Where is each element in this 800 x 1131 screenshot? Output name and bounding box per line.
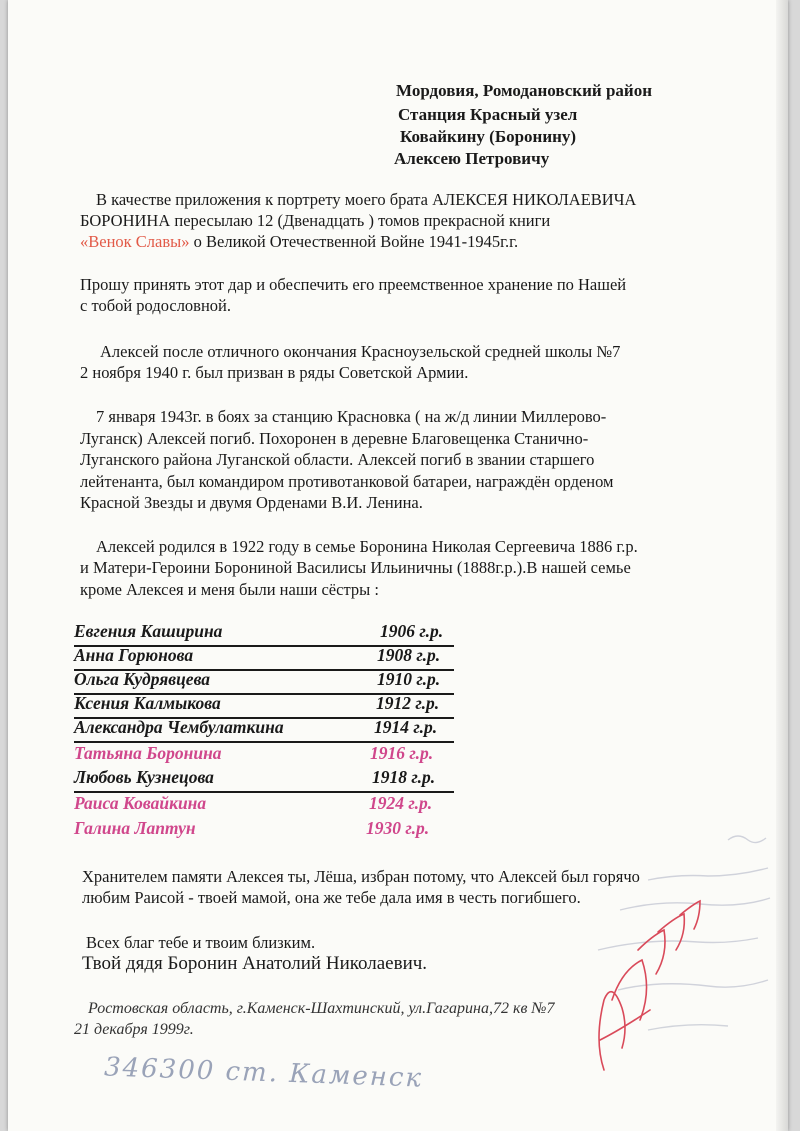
sister-name: Татьяна Боронина xyxy=(74,743,222,763)
paragraph-2-line-2: с тобой родословной. xyxy=(80,296,232,315)
paragraph-2-line-1: Прошу принять этот дар и обеспечить его преемственное хранение по Нашей xyxy=(80,275,627,294)
letter-page xyxy=(8,0,788,1131)
paragraph-5-line-1: Алексей родился в 1922 году в семье Боронина Николая Сергеевича 1886 г.р. xyxy=(96,537,638,556)
sister-name: Галина Лаптун xyxy=(74,818,196,838)
sister-name: Евгения Каширина xyxy=(74,621,223,641)
paragraph-3-line-2: 2 ноября 1940 г. был призван в ряды Советской Армии. xyxy=(80,363,469,382)
recipient-line-4: Алексею Петровичу xyxy=(394,149,550,168)
sister-birth-year: 1910 г.р. xyxy=(377,669,441,689)
paragraph-4-line-3: Луганского района Луганской области. Алексей погиб в звании старшего xyxy=(80,450,595,469)
book-title: «Венок Славы» xyxy=(80,232,190,251)
sister-name: Александра Чембулаткина xyxy=(74,717,284,737)
pencil-note: 346300 ст. Каменск xyxy=(103,1052,424,1094)
signature-line: Твой дядя Боронин Анатолий Николаевич. xyxy=(82,953,428,974)
letter-date: 21 декабря 1999г. xyxy=(74,1021,194,1038)
paragraph-1-line-2: БОРОНИНА пересылаю 12 (Двенадцать ) томов прекрасной книги xyxy=(80,211,551,230)
recipient-line-2: Станция Красный узел xyxy=(398,105,578,124)
paragraph-3-line-1: Алексей после отличного окончания Красноузельской средней школы №7 xyxy=(100,342,621,361)
sister-name: Анна Горюнова xyxy=(74,645,194,665)
sister-birth-year: 1912 г.р. xyxy=(376,693,440,713)
sister-name: Любовь Кузнецова xyxy=(74,767,214,787)
paragraph-6-line-1: Хранителем памяти Алексея ты, Лёша, избран потому, что Алексей был горячо xyxy=(82,867,640,886)
paragraph-5-line-2: и Матери-Героини Борониной Василисы Ильиничны (1888г.р.).В нашей семье xyxy=(80,558,631,577)
closing-wishes: Всех благ тебе и твоим близким. xyxy=(86,933,316,952)
sister-birth-year: 1924 г.р. xyxy=(369,793,433,813)
sister-birth-year: 1916 г.р. xyxy=(370,743,434,763)
paragraph-4-line-1: 7 января 1943г. в боях за станцию Красновка ( на ж/д линии Миллерово- xyxy=(96,407,607,426)
sister-name: Раиса Ковайкина xyxy=(74,793,207,813)
paragraph-5-line-3: кроме Алексея и меня были наши сёстры : xyxy=(80,580,379,599)
recipient-line-3: Ковайкину (Боронину) xyxy=(400,127,577,146)
sister-birth-year: 1930 г.р. xyxy=(366,818,430,838)
handwritten-signature xyxy=(8,0,788,1131)
paragraph-1-line-1: В качестве приложения к портрету моего брата АЛЕКСЕЯ НИКОЛАЕВИЧА xyxy=(96,190,637,209)
recipient-line-1: Мордовия, Ромодановский район xyxy=(396,81,652,100)
sister-birth-year: 1918 г.р. xyxy=(372,767,436,787)
sister-birth-year: 1906 г.р. xyxy=(380,621,444,641)
sister-name: Ксения Калмыкова xyxy=(74,693,221,713)
paragraph-4-line-2: Луганск) Алексей погиб. Похоронен в деревне Благовещенка Станично- xyxy=(80,429,589,448)
paragraph-4-line-5: Красной Звезды и двумя Орденами В.И. Ленина. xyxy=(80,493,423,512)
sender-address: Ростовская область, г.Каменск-Шахтинский, ул.Гагарина,72 кв №7 xyxy=(88,1000,555,1017)
sister-birth-year: 1908 г.р. xyxy=(377,645,441,665)
paragraph-1-line-3-rest: о Великой Отечественной Войне 1941-1945г.г. xyxy=(189,232,519,251)
paragraph-4-line-4: лейтенанта, был командиром противотанковой батареи, награждён орденом xyxy=(80,472,614,491)
sister-birth-year: 1914 г.р. xyxy=(374,717,438,737)
sister-name: Ольга Кудрявцева xyxy=(74,669,211,689)
paragraph-6-line-2: любим Раисой - твоей мамой, она же тебе дала имя в честь погибшего. xyxy=(82,888,581,907)
